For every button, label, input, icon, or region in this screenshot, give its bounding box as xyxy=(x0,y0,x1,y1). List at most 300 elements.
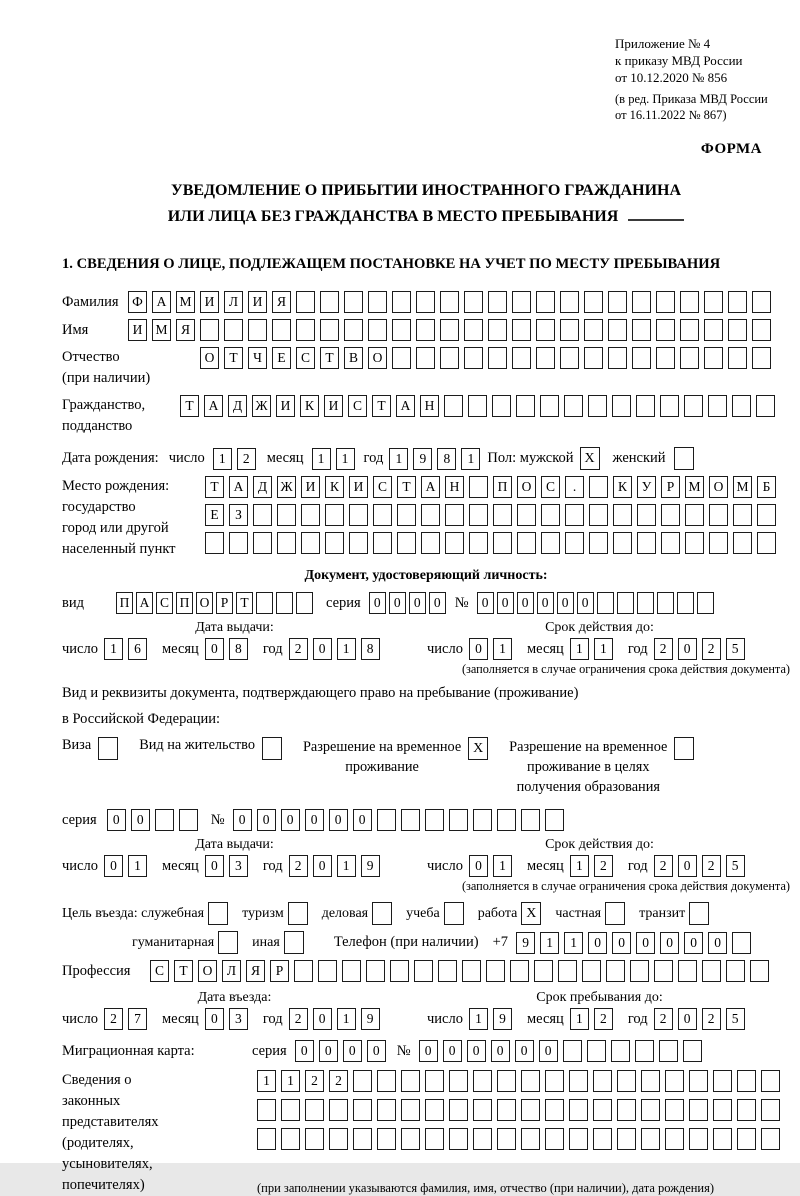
char-cell: А xyxy=(396,395,415,417)
char-cell xyxy=(277,532,296,554)
birth-year-cells xyxy=(389,448,485,470)
char-cell xyxy=(560,347,579,369)
month-label: месяц xyxy=(526,640,564,657)
char-cell xyxy=(534,960,553,982)
profession-row xyxy=(62,960,790,982)
birth-place-cells-1 xyxy=(205,476,781,498)
char-cell: 2 xyxy=(654,855,673,877)
stay-day-cells xyxy=(469,1008,517,1030)
stay-year-cells xyxy=(654,1008,750,1030)
char-cell xyxy=(390,960,409,982)
birth-place-label: Место рождения: государство город или другой населенный пункт xyxy=(62,478,176,557)
char-cell: 0 xyxy=(588,932,607,954)
char-cell: 7 xyxy=(128,1008,147,1030)
purpose-tourism-checkbox xyxy=(288,902,308,925)
char-cell: 0 xyxy=(107,809,126,831)
purpose-work: работа X xyxy=(478,902,547,925)
purpose-transit-checkbox xyxy=(689,902,709,925)
char-cell xyxy=(464,319,483,341)
purpose-other: иная xyxy=(252,931,309,954)
valid-until-column xyxy=(427,837,790,877)
char-cell xyxy=(761,1128,780,1150)
phone-prefix: +7 xyxy=(492,934,509,950)
day-label: число xyxy=(427,857,463,874)
char-cell: 0 xyxy=(419,1040,438,1062)
char-cell xyxy=(353,1070,372,1092)
char-cell: С xyxy=(373,476,392,498)
char-cell: 1 xyxy=(336,448,355,470)
char-cell xyxy=(683,1040,702,1062)
char-cell xyxy=(416,347,435,369)
char-cell xyxy=(587,1040,606,1062)
doc-series-cells xyxy=(369,592,449,614)
char-cell xyxy=(593,1099,612,1121)
birth-place-row xyxy=(62,476,790,560)
char-cell xyxy=(617,1128,636,1150)
stay-month-cells xyxy=(570,1008,618,1030)
char-cell xyxy=(449,809,468,831)
char-cell: 1 xyxy=(104,638,123,660)
char-cell xyxy=(296,291,315,313)
year-label: год xyxy=(262,857,283,874)
entry-year-cells xyxy=(289,1008,385,1030)
char-cell: 1 xyxy=(570,638,589,660)
char-cell: И xyxy=(324,395,343,417)
char-cell xyxy=(660,395,679,417)
purpose-transit: транзит xyxy=(639,902,714,925)
birth-month-cells xyxy=(312,448,360,470)
char-cell: 1 xyxy=(493,638,512,660)
char-cell xyxy=(632,291,651,313)
char-cell xyxy=(752,291,771,313)
char-cell: Я xyxy=(272,291,291,313)
purpose-business: деловая xyxy=(322,902,397,925)
char-cell xyxy=(635,1040,654,1062)
char-cell xyxy=(733,532,752,554)
char-cell xyxy=(713,1070,732,1092)
char-cell: 8 xyxy=(361,638,380,660)
char-cell xyxy=(517,504,536,526)
stay-until-column xyxy=(427,990,790,1030)
char-cell xyxy=(545,1099,564,1121)
char-cell xyxy=(756,395,775,417)
char-cell: Р xyxy=(661,476,680,498)
char-cell xyxy=(613,532,632,554)
birth-day-cells xyxy=(213,448,261,470)
char-cell xyxy=(497,1099,516,1121)
char-cell: 0 xyxy=(369,592,386,614)
char-cell xyxy=(611,1040,630,1062)
char-cell xyxy=(464,347,483,369)
valid-until-row xyxy=(427,855,790,877)
series-label: серия xyxy=(252,1042,287,1059)
char-cell: 0 xyxy=(295,1040,314,1062)
char-cell: Т xyxy=(205,476,224,498)
char-cell: Ф xyxy=(128,291,147,313)
char-cell xyxy=(685,504,704,526)
char-cell xyxy=(593,1128,612,1150)
char-cell xyxy=(617,1099,636,1121)
char-cell xyxy=(761,1099,780,1121)
identity-doc-heading: Документ, удостоверяющий личность: xyxy=(304,568,548,583)
migration-number-cells xyxy=(419,1040,707,1062)
day-label: число xyxy=(427,1010,463,1027)
char-cell: 1 xyxy=(389,448,408,470)
char-cell: 0 xyxy=(389,592,406,614)
char-cell xyxy=(229,532,248,554)
char-cell xyxy=(512,347,531,369)
char-cell xyxy=(368,291,387,313)
guardians-cells-2 xyxy=(257,1099,785,1121)
number-label: № xyxy=(210,811,225,828)
char-cell xyxy=(296,592,313,614)
char-cell xyxy=(569,1128,588,1150)
issue-month-cells xyxy=(205,638,253,660)
doc-kind-label: вид xyxy=(62,594,84,611)
char-cell xyxy=(709,532,728,554)
char-cell xyxy=(713,1099,732,1121)
char-cell: 3 xyxy=(229,855,248,877)
char-cell xyxy=(248,319,267,341)
char-cell xyxy=(521,1070,540,1092)
char-cell xyxy=(733,504,752,526)
char-cell: 0 xyxy=(313,638,332,660)
profession-cells xyxy=(150,960,774,982)
char-cell: А xyxy=(136,592,153,614)
char-cell xyxy=(545,1128,564,1150)
char-cell: 2 xyxy=(594,855,613,877)
char-cell: Д xyxy=(228,395,247,417)
char-cell: И xyxy=(276,395,295,417)
char-cell: 0 xyxy=(343,1040,362,1062)
entry-purpose-row-1 xyxy=(62,902,790,925)
valid-month-cells xyxy=(570,638,618,660)
given-name-cells xyxy=(128,319,776,341)
char-cell xyxy=(392,319,411,341)
char-cell xyxy=(584,347,603,369)
char-cell xyxy=(473,1070,492,1092)
char-cell xyxy=(656,347,675,369)
stay-until-row xyxy=(427,1008,790,1030)
patronymic-row xyxy=(62,347,790,389)
char-cell: 5 xyxy=(726,1008,745,1030)
purpose-humanitarian-checkbox xyxy=(218,931,238,954)
char-cell xyxy=(732,932,751,954)
char-cell: 0 xyxy=(660,932,679,954)
month-label: месяц xyxy=(526,857,564,874)
char-cell: 1 xyxy=(337,855,356,877)
char-cell xyxy=(488,347,507,369)
char-cell: 9 xyxy=(493,1008,512,1030)
identity-doc-dates xyxy=(62,620,790,660)
appendix-line: Приложение № 4 xyxy=(615,36,711,51)
rvp-issue-day-cells xyxy=(104,855,152,877)
char-cell: 0 xyxy=(131,809,150,831)
char-cell xyxy=(565,504,584,526)
char-cell xyxy=(728,347,747,369)
char-cell: 0 xyxy=(557,592,574,614)
char-cell: С xyxy=(348,395,367,417)
char-cell xyxy=(200,319,219,341)
phone-cells xyxy=(516,932,756,954)
char-cell: 0 xyxy=(367,1040,386,1062)
char-cell xyxy=(752,347,771,369)
char-cell xyxy=(305,1099,324,1121)
char-cell xyxy=(301,504,320,526)
document-title xyxy=(62,178,790,230)
char-cell: 1 xyxy=(213,448,232,470)
char-cell: О xyxy=(196,592,213,614)
char-cell: 0 xyxy=(708,932,727,954)
issue-date-row xyxy=(62,638,427,660)
char-cell: П xyxy=(493,476,512,498)
char-cell xyxy=(750,960,769,982)
char-cell xyxy=(678,960,697,982)
char-cell xyxy=(469,532,488,554)
char-cell xyxy=(661,532,680,554)
char-cell xyxy=(449,1128,468,1150)
char-cell xyxy=(320,319,339,341)
char-cell: Ж xyxy=(252,395,271,417)
char-cell xyxy=(492,395,511,417)
char-cell: Н xyxy=(445,476,464,498)
char-cell xyxy=(486,960,505,982)
char-cell: 0 xyxy=(577,592,594,614)
doc-kind-cells xyxy=(116,592,316,614)
char-cell xyxy=(654,960,673,982)
char-cell: 0 xyxy=(517,592,534,614)
char-cell xyxy=(560,319,579,341)
char-cell: Я xyxy=(246,960,265,982)
char-cell xyxy=(737,1128,756,1150)
residence-doc-series-row xyxy=(62,809,790,831)
char-cell: 9 xyxy=(361,855,380,877)
purpose-other-checkbox xyxy=(284,931,304,954)
char-cell xyxy=(536,291,555,313)
char-cell: Т xyxy=(224,347,243,369)
day-label: число xyxy=(427,640,463,657)
char-cell xyxy=(637,592,654,614)
char-cell: 0 xyxy=(678,855,697,877)
char-cell: Т xyxy=(397,476,416,498)
gender-male-checkbox: X xyxy=(580,447,600,470)
char-cell: 6 xyxy=(128,638,147,660)
char-cell xyxy=(377,1128,396,1150)
char-cell xyxy=(632,319,651,341)
purpose-private: частная xyxy=(555,902,630,925)
char-cell xyxy=(617,1070,636,1092)
patronymic-label: Отчество (при наличии) xyxy=(62,349,151,386)
char-cell: О xyxy=(368,347,387,369)
rvp-issue-month-cells xyxy=(205,855,253,877)
char-cell xyxy=(224,319,243,341)
char-cell: О xyxy=(709,476,728,498)
char-cell xyxy=(684,395,703,417)
char-cell: Р xyxy=(216,592,233,614)
revision-line: от 16.11.2022 № 867) xyxy=(615,108,727,122)
option-visa xyxy=(62,737,123,760)
year-label: год xyxy=(627,1010,648,1027)
char-cell: Д xyxy=(253,476,272,498)
char-cell: 0 xyxy=(684,932,703,954)
purpose-tourism: туризм xyxy=(242,902,313,925)
char-cell: 0 xyxy=(678,1008,697,1030)
char-cell: 0 xyxy=(205,638,224,660)
char-cell: Б xyxy=(757,476,776,498)
char-cell xyxy=(588,395,607,417)
citizenship-row xyxy=(62,395,790,437)
purpose-official-label: Цель въезда: служебная xyxy=(62,905,205,921)
appendix-reference xyxy=(615,35,790,86)
char-cell: 0 xyxy=(104,855,123,877)
char-cell: 8 xyxy=(437,448,456,470)
option-residence-permit xyxy=(139,737,287,760)
birth-place-cells-2 xyxy=(205,504,781,526)
temp-residence-permit-label: Разрешение на временное проживание xyxy=(302,739,462,775)
birth-date-label: Дата рождения: xyxy=(62,450,159,466)
char-cell xyxy=(366,960,385,982)
char-cell: 2 xyxy=(654,638,673,660)
char-cell: О xyxy=(198,960,217,982)
char-cell xyxy=(425,1070,444,1092)
section-1-heading: 1. СВЕДЕНИЯ О ЛИЦЕ, ПОДЛЕЖАЩЕМ ПОСТАНОВКЕ НА УЧЕТ ПО МЕСТУ ПРЕБЫВАНИЯ xyxy=(62,256,721,272)
char-cell xyxy=(589,532,608,554)
char-cell: И xyxy=(248,291,267,313)
char-cell xyxy=(155,809,174,831)
rvp-valid-month-cells xyxy=(570,855,618,877)
char-cell: 9 xyxy=(516,932,535,954)
given-name-row xyxy=(62,319,790,341)
char-cell: 1 xyxy=(469,1008,488,1030)
entry-stay-dates xyxy=(62,990,790,1030)
char-cell xyxy=(325,504,344,526)
year-label: год xyxy=(363,450,384,466)
char-cell xyxy=(589,476,608,498)
purpose-private-checkbox xyxy=(605,902,625,925)
char-cell xyxy=(377,809,396,831)
guardians-cells-1 xyxy=(257,1070,785,1092)
form-label: ФОРМА xyxy=(700,141,762,157)
char-cell xyxy=(757,504,776,526)
char-cell xyxy=(368,319,387,341)
char-cell: К xyxy=(613,476,632,498)
char-cell xyxy=(281,1128,300,1150)
entry-purpose-row-2 xyxy=(132,931,790,954)
month-label: месяц xyxy=(161,1010,199,1027)
char-cell xyxy=(545,809,564,831)
char-cell xyxy=(665,1099,684,1121)
number-label: № xyxy=(396,1042,411,1059)
issue-date-row xyxy=(62,855,427,877)
char-cell: . xyxy=(565,476,584,498)
char-cell xyxy=(488,319,507,341)
char-cell xyxy=(397,532,416,554)
char-cell xyxy=(704,291,723,313)
rvp-valid-year-cells xyxy=(654,855,750,877)
char-cell: 0 xyxy=(636,932,655,954)
char-cell xyxy=(425,1128,444,1150)
year-label: год xyxy=(262,1010,283,1027)
char-cell: Л xyxy=(222,960,241,982)
char-cell xyxy=(493,504,512,526)
char-cell: 0 xyxy=(409,592,426,614)
valid-until-heading: Срок действия до: xyxy=(545,837,654,852)
char-cell xyxy=(449,1099,468,1121)
char-cell: 2 xyxy=(654,1008,673,1030)
char-cell xyxy=(704,347,723,369)
char-cell xyxy=(353,1128,372,1150)
char-cell xyxy=(521,809,540,831)
char-cell xyxy=(641,1099,660,1121)
residence-permit-label: Вид на жительство xyxy=(139,737,255,753)
char-cell xyxy=(510,960,529,982)
char-cell: И xyxy=(200,291,219,313)
entry-date-row xyxy=(62,1008,427,1030)
char-cell: Ж xyxy=(277,476,296,498)
char-cell xyxy=(761,1070,780,1092)
char-cell xyxy=(632,347,651,369)
char-cell xyxy=(325,532,344,554)
char-cell: К xyxy=(325,476,344,498)
valid-until-row xyxy=(427,638,790,660)
char-cell xyxy=(342,960,361,982)
edu-residence-permit-checkbox xyxy=(674,737,694,760)
char-cell xyxy=(641,1128,660,1150)
char-cell xyxy=(344,319,363,341)
char-cell xyxy=(392,347,411,369)
char-cell xyxy=(541,532,560,554)
char-cell: 0 xyxy=(678,638,697,660)
char-cell xyxy=(689,1128,708,1150)
char-cell xyxy=(488,291,507,313)
char-cell: 5 xyxy=(726,855,745,877)
char-cell xyxy=(416,291,435,313)
purpose-official-checkbox xyxy=(208,902,228,925)
citizenship-cells xyxy=(180,395,780,417)
char-cell: 0 xyxy=(612,932,631,954)
char-cell xyxy=(421,532,440,554)
residence-doc-intro-2: в Российской Федерации: xyxy=(62,711,221,727)
limit-note: (заполняется в случае ограничения срока действия документа) xyxy=(461,662,790,676)
entry-date-column xyxy=(62,990,427,1030)
char-cell: 1 xyxy=(281,1070,300,1092)
char-cell: 1 xyxy=(257,1070,276,1092)
char-cell xyxy=(276,592,293,614)
char-cell: 0 xyxy=(443,1040,462,1062)
char-cell: Т xyxy=(180,395,199,417)
char-cell: 1 xyxy=(461,448,480,470)
char-cell: 0 xyxy=(537,592,554,614)
char-cell xyxy=(318,960,337,982)
char-cell xyxy=(179,809,198,831)
char-cell: 0 xyxy=(257,809,276,831)
char-cell xyxy=(401,809,420,831)
char-cell: С xyxy=(296,347,315,369)
char-cell: 0 xyxy=(319,1040,338,1062)
appendix-line: от 10.12.2020 № 856 xyxy=(615,70,728,85)
char-cell: У xyxy=(637,476,656,498)
char-cell: 0 xyxy=(469,638,488,660)
char-cell xyxy=(493,532,512,554)
residence-doc-intro-1: Вид и реквизиты документа, подтверждающего право на пребывание (проживание) xyxy=(62,685,579,701)
title-line-1: УВЕДОМЛЕНИЕ О ПРИБЫТИИ ИНОСТРАННОГО ГРАЖДАНИНА xyxy=(170,182,682,199)
char-cell xyxy=(680,347,699,369)
char-cell xyxy=(277,504,296,526)
char-cell: 5 xyxy=(726,638,745,660)
char-cell xyxy=(636,395,655,417)
char-cell: Т xyxy=(174,960,193,982)
char-cell xyxy=(540,395,559,417)
